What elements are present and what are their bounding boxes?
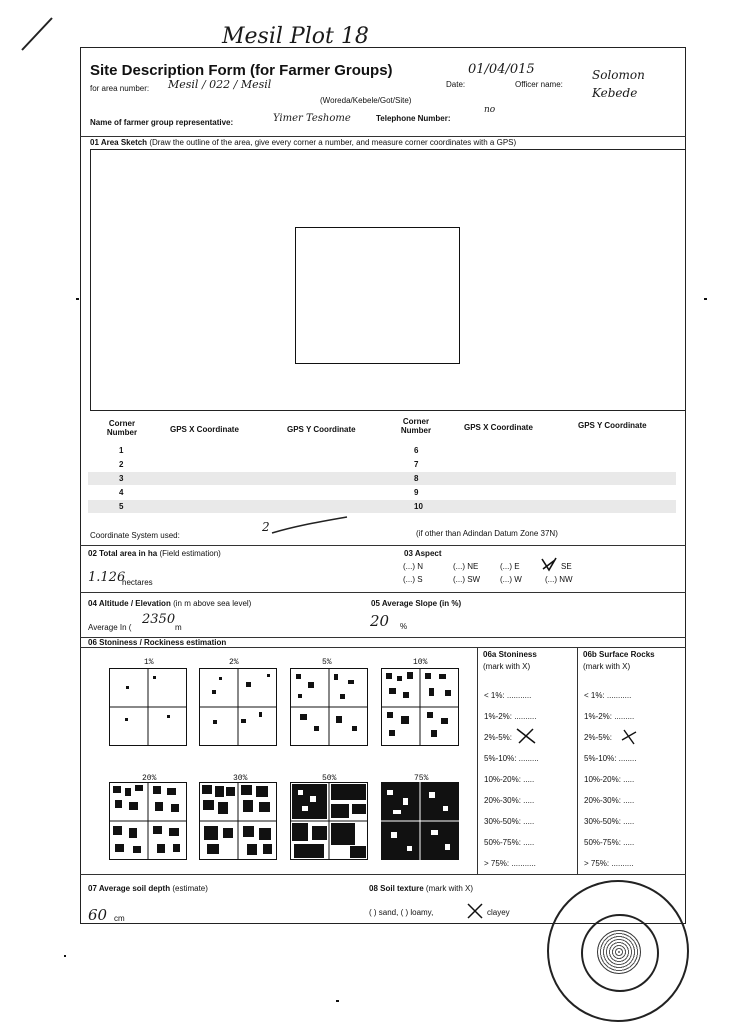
pct-label: 20% (142, 774, 157, 783)
divider (80, 136, 686, 137)
scan-speck (76, 298, 79, 300)
meters-unit: m (175, 623, 182, 632)
telephone-label: Telephone Number: (376, 114, 451, 123)
coordinate-system-hint: (if other than Adindan Datum Zone 37N) (416, 529, 558, 538)
row-number-left: 5 (119, 502, 124, 511)
divider (477, 647, 478, 874)
stoniness-chart-30pct (199, 782, 277, 860)
stoniness-chart-75pct (381, 782, 459, 860)
officer-name-label: Officer name: (515, 80, 563, 89)
section-07-label: 07 Average soil depth (88, 884, 171, 893)
aspect-n: (...) N (403, 562, 423, 571)
surface-rock-class: > 75%: .......... (584, 859, 634, 868)
section-01-hint: (Draw the outline of the area, give every corner a number, and measure corner coordinates with a GPS) (149, 138, 517, 147)
pct-label: 30% (233, 774, 248, 783)
stoniness-class: 20%-30%: ..... (484, 796, 535, 805)
surface-rock-class: 1%-2%: ......... (584, 712, 635, 721)
gps-y-header-left: GPS Y Coordinate (287, 425, 356, 434)
row-number-left: 1 (119, 446, 124, 455)
form-title: Site Description Form (for Farmer Groups) (90, 62, 393, 79)
stoniness-class: 30%-50%: ..... (484, 817, 535, 826)
divider (577, 647, 578, 874)
telephone-value: no (484, 105, 496, 115)
handwritten-scribble (262, 515, 352, 539)
stoniness-chart-10pct (381, 668, 459, 746)
scan-speck (336, 1000, 339, 1002)
area-number-label: for area number: (90, 84, 150, 93)
corner-number-header-left: Corner Number (106, 419, 138, 437)
section-02-label: 02 Total area in ha (88, 549, 158, 558)
section-06a-label: 06a Stoniness (483, 650, 537, 659)
gps-row (88, 472, 676, 485)
scan-speck (704, 298, 707, 300)
gps-row (88, 458, 676, 471)
surface-rock-class: < 1%: ........... (584, 691, 632, 700)
surface-rock-class: 2%-5%: (584, 733, 613, 742)
representative-value: Yimer Teshome (273, 113, 351, 124)
pct-label: 1% (144, 658, 154, 667)
aspect-nw: (...) NW (545, 575, 573, 584)
soil-texture-clayey: clayey (487, 908, 510, 917)
x-mark-icon (466, 902, 484, 920)
stoniness-class: 5%-10%: ......... (484, 754, 539, 763)
aspect-s: (...) S (403, 575, 423, 584)
row-number-left: 4 (119, 488, 124, 497)
pen-stroke-mark (18, 14, 58, 54)
surface-rock-class: 50%-75%: ..... (584, 838, 635, 847)
surface-rock-class: 5%-10%: ........ (584, 754, 637, 763)
row-number-right: 6 (414, 446, 419, 455)
surface-rock-class: 30%-50%: ..... (584, 817, 635, 826)
gps-row (88, 500, 676, 513)
pct-label: 75% (414, 774, 429, 783)
stoniness-chart-50pct (290, 782, 368, 860)
stoniness-chart-1pct (109, 668, 187, 746)
soil-texture-options: ( ) sand, ( ) loamy, (369, 908, 434, 917)
section-05-label: 05 Average Slope (in %) (371, 599, 462, 608)
coordinate-system-value: 2 (262, 520, 270, 534)
aspect-e: (...) E (500, 562, 520, 571)
gps-row (88, 486, 676, 499)
pct-label: 2% (229, 658, 239, 667)
row-number-right: 9 (414, 488, 419, 497)
percent-unit: % (400, 622, 408, 631)
stoniness-class: 10%-20%: ..... (484, 775, 535, 784)
area-sketch-box (90, 149, 686, 411)
coordinate-system-label: Coordinate System used: (90, 531, 180, 540)
section-08-label: 08 Soil texture (369, 884, 424, 893)
pct-label: 5% (322, 658, 332, 667)
section-03-label: 03 Aspect (404, 549, 442, 558)
stoniness-class: 1%-2%: .......... (484, 712, 537, 721)
section-02-hint: (Field estimation) (159, 549, 221, 558)
row-number-right: 8 (414, 474, 419, 483)
surface-rock-class: 10%-20%: ..... (584, 775, 635, 784)
gps-y-header-right: GPS Y Coordinate (578, 421, 647, 430)
sketch-outline (295, 227, 460, 364)
area-number-hint: (Woreda/Kebele/Got/Site) (320, 96, 412, 105)
section-04-hint: (in m above sea level) (173, 599, 252, 608)
stoniness-chart-2pct (199, 668, 277, 746)
divider (80, 647, 686, 648)
gps-x-header-left: GPS X Coordinate (170, 425, 239, 434)
row-number-right: 10 (414, 502, 423, 511)
stoniness-class: 50%-75%: ..... (484, 838, 535, 847)
divider (80, 592, 686, 593)
representative-label: Name of farmer group representative: (90, 118, 234, 127)
mark-with-x-hint: (mark with X) (583, 662, 631, 671)
total-area-value: 1.126 (88, 570, 126, 585)
row-number-right: 7 (414, 460, 419, 469)
section-06-label: 06 Stoniness / Rockiness estimation (88, 638, 227, 647)
date-value: 01/04/015 (468, 62, 535, 77)
section-01-label: 01 Area Sketch (90, 138, 148, 147)
corner-number-header-right: Corner Number (400, 417, 432, 435)
area-number-value: Mesil / 022 / Mesil (168, 78, 272, 91)
date-label: Date: (446, 80, 466, 89)
average-in-label: Average In ( (88, 623, 132, 632)
surface-rock-class: 20%-30%: ..... (584, 796, 635, 805)
divider (80, 874, 686, 875)
altitude-value: 2350 (142, 612, 176, 627)
scan-speck (64, 955, 66, 957)
row-number-left: 3 (119, 474, 124, 483)
aspect-se: SE (561, 562, 572, 571)
divider (80, 545, 686, 546)
gps-row (88, 444, 676, 457)
stoniness-chart-20pct (109, 782, 187, 860)
officer-name-value: Solomon Kebede (592, 68, 645, 100)
handwritten-plot-note: Mesil Plot 18 (222, 24, 369, 49)
check-mark-icon (540, 557, 558, 573)
pct-label: 50% (322, 774, 337, 783)
stoniness-class: 2%-5%: (484, 733, 513, 742)
aspect-ne: (...) NE (453, 562, 479, 571)
x-mark-icon (620, 728, 640, 746)
row-number-left: 2 (119, 460, 124, 469)
section-08-hint: (mark with X) (425, 884, 474, 893)
official-stamp (547, 880, 689, 1022)
mark-with-x-hint: (mark with X) (483, 662, 531, 671)
section-04-label: 04 Altitude / Elevation (88, 599, 171, 608)
x-mark-icon (515, 727, 537, 745)
aspect-sw: (...) SW (453, 575, 481, 584)
section-06b-label: 06b Surface Rocks (583, 650, 655, 659)
aspect-w: (...) W (500, 575, 522, 584)
hectares-label: hectares (122, 578, 153, 587)
stoniness-class: < 1%: ........... (484, 691, 532, 700)
pct-label: 10% (413, 658, 428, 667)
gps-x-header-right: GPS X Coordinate (464, 423, 533, 432)
stoniness-chart-5pct (290, 668, 368, 746)
cm-unit: cm (114, 914, 125, 923)
soil-depth-value: 60 (88, 906, 108, 924)
section-07-hint: (estimate) (172, 884, 208, 893)
stoniness-class: > 75%: ........... (484, 859, 536, 868)
slope-value: 20 (370, 612, 390, 630)
